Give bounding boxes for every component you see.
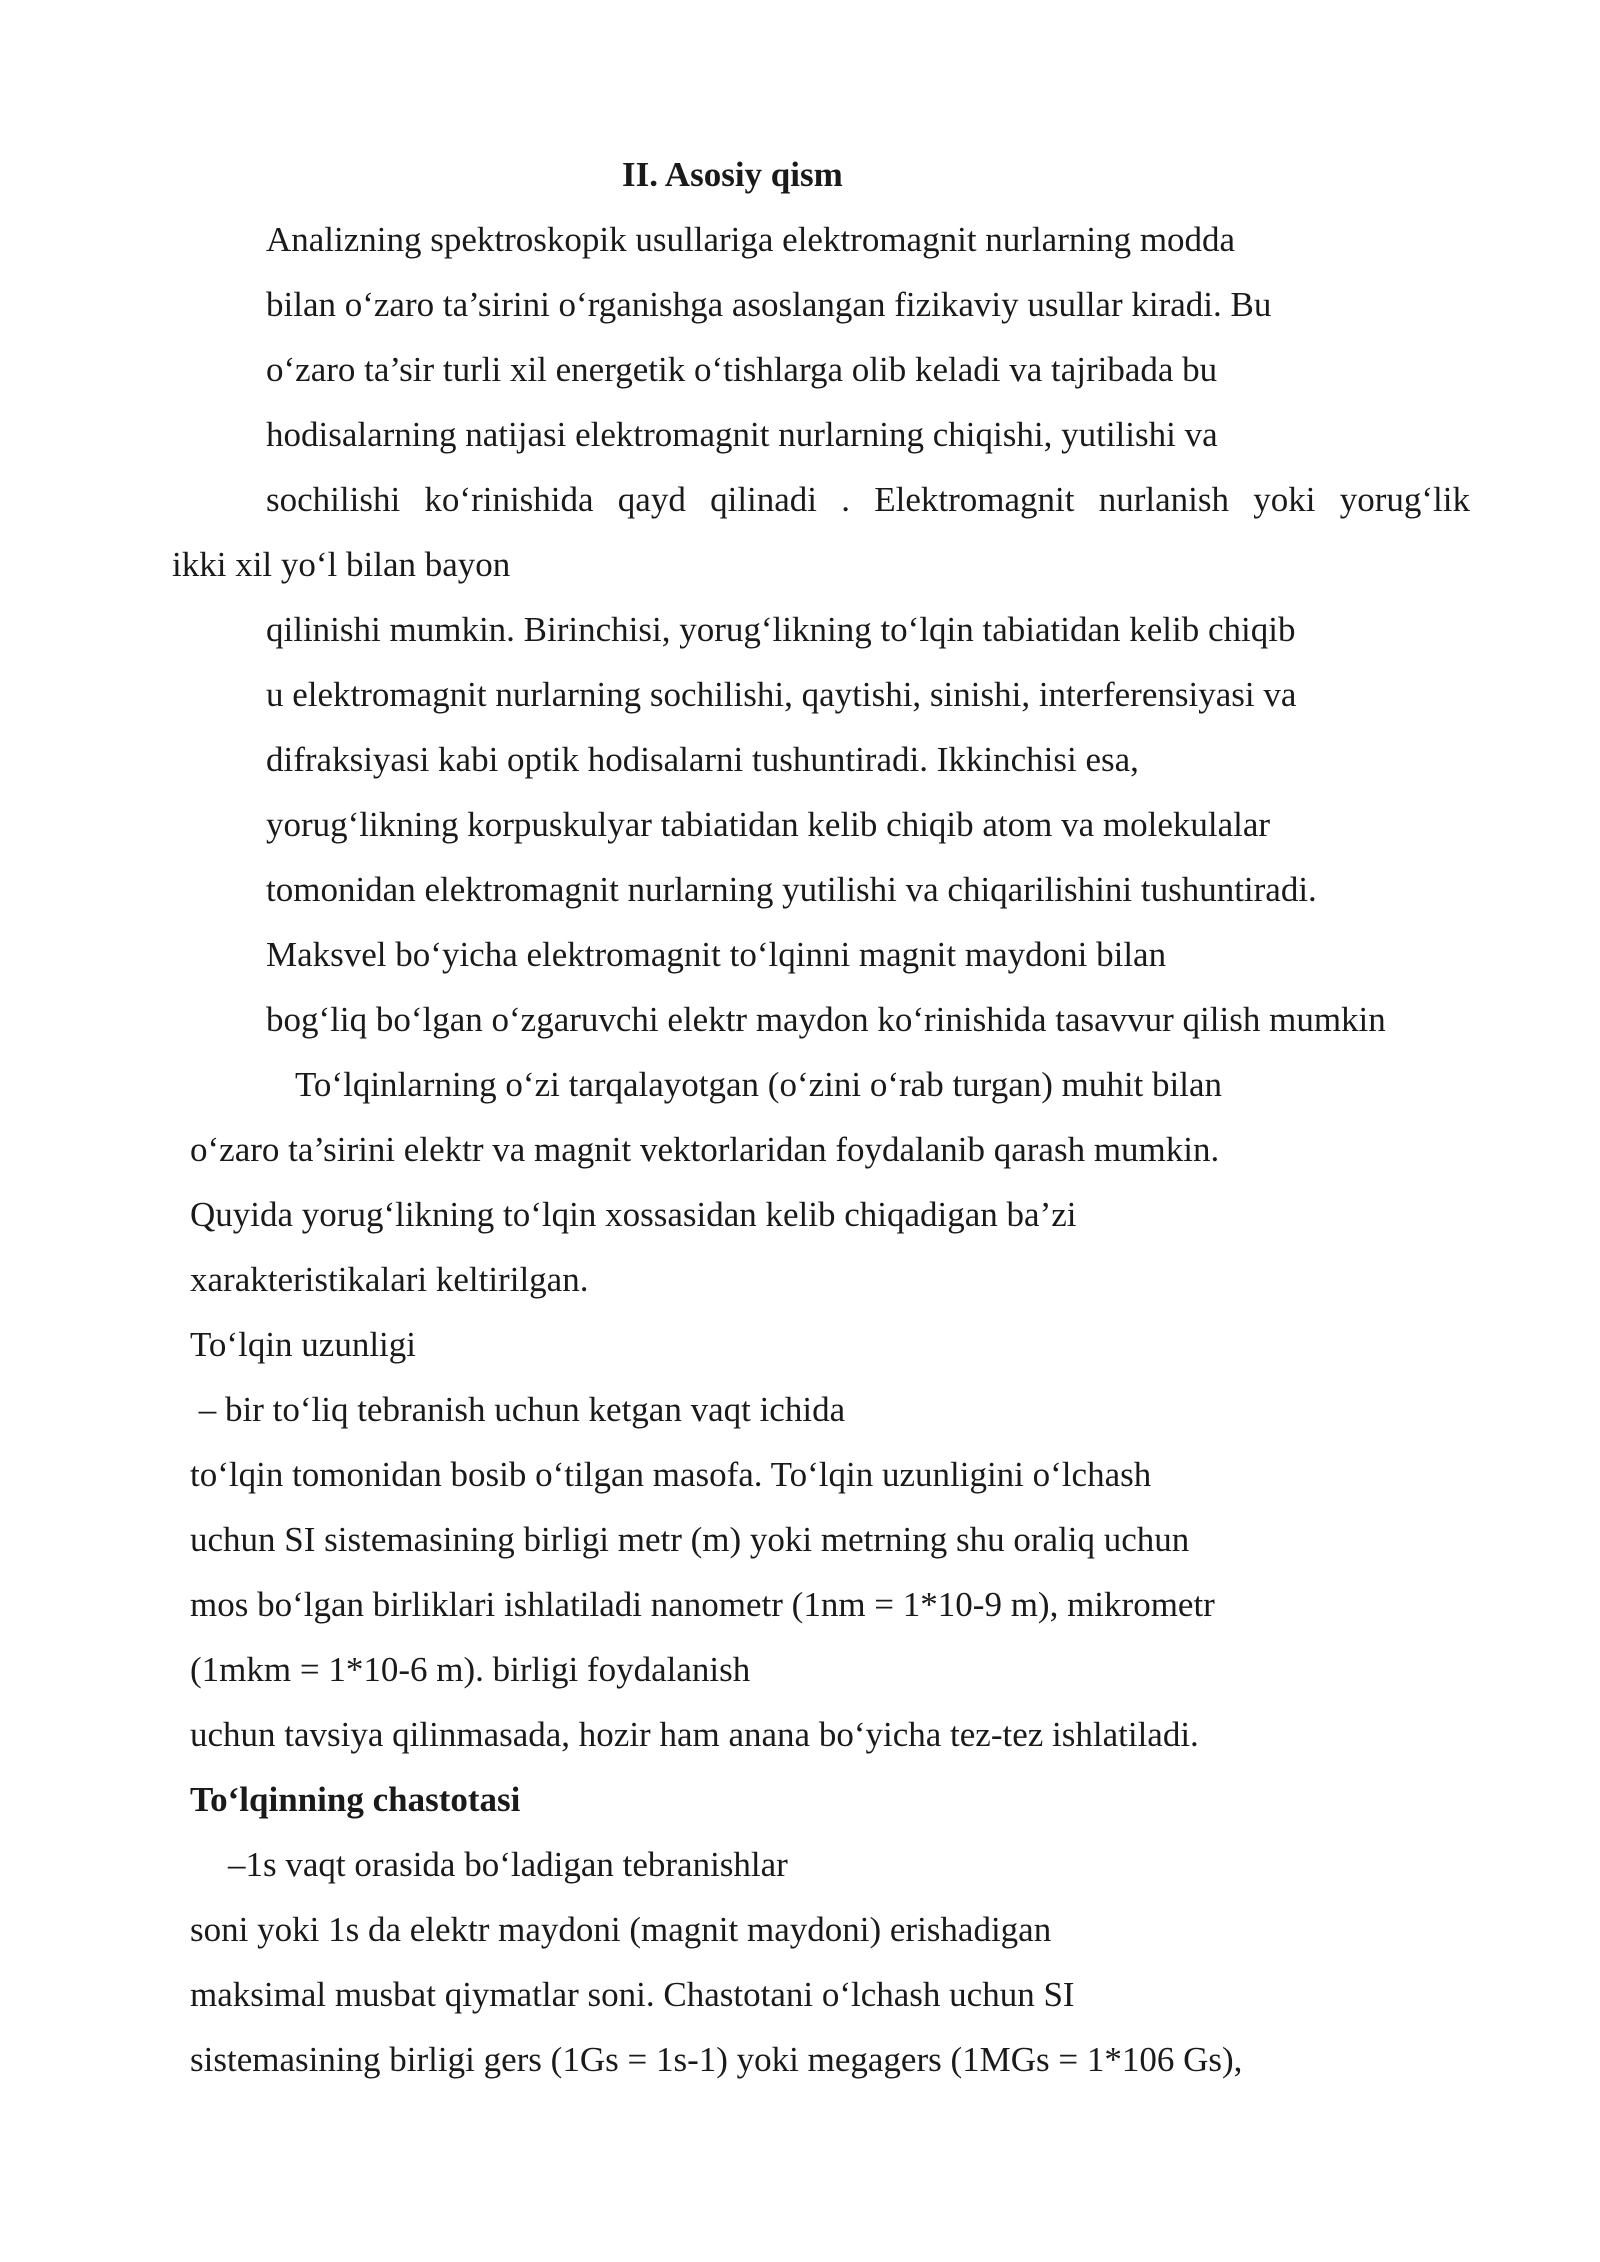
- text-line: tomonidan elektromagnit nurlarning yutilishi va chiqarilishini tushuntiradi.: [266, 870, 1317, 909]
- text-line: sochilishi ko‘rinishida qayd qilinadi . Elektromagnit nurlanish yoki yorug‘lik: [266, 480, 1470, 519]
- text-line: u elektromagnit nurlarning sochilishi, qaytishi, sinishi, interferensiyasi va: [266, 675, 1297, 714]
- text-line: bog‘liq bo‘lgan o‘zgaruvchi elektr maydon ko‘rinishida tasavvur qilish mumkin: [266, 1000, 1386, 1039]
- text-line: xarakteristikalari keltirilgan.: [190, 1260, 589, 1299]
- subheading-wavelength: To‘lqin uzunligi: [190, 1325, 416, 1364]
- text-line: soni yoki 1s da elektr maydoni (magnit maydoni) erishadigan: [190, 1910, 1052, 1949]
- text-line: sistemasining birligi gers (1Gs = 1s-1) yoki megagers (1MGs = 1*106 Gs),: [190, 2040, 1243, 2079]
- text-line: Quyida yorug‘likning to‘lqin xossasidan kelib chiqadigan ba’zi: [190, 1195, 1077, 1234]
- text-line: mos bo‘lgan birliklari ishlatiladi nanometr (1nm = 1*10-9 m), mikrometr: [190, 1585, 1215, 1624]
- text-line: bilan o‘zaro ta’sirini o‘rganishga asoslangan fizikaviy usullar kiradi. Bu: [266, 285, 1272, 324]
- text-line: o‘zaro ta’sir turli xil energetik o‘tishlarga olib keladi va tajribada bu: [266, 350, 1218, 389]
- text-line: ikki xil yo‘l bilan bayon: [172, 545, 511, 584]
- text-line: – bir to‘liq tebranish uchun ketgan vaqt ichida: [190, 1390, 846, 1429]
- text-line: uchun tavsiya qilinmasada, hozir ham anana bo‘yicha tez-tez ishlatiladi.: [190, 1715, 1199, 1754]
- text-line: difraksiyasi kabi optik hodisalarni tushuntiradi. Ikkinchisi esa,: [266, 740, 1139, 779]
- section-heading: II. Asosiy qism: [622, 155, 843, 194]
- text-line: Maksvel bo‘yicha elektromagnit to‘lqinni magnit maydoni bilan: [266, 935, 1167, 974]
- text-line: To‘lqinlarning o‘zi tarqalayotgan (o‘zini o‘rab turgan) muhit bilan: [295, 1065, 1223, 1104]
- text-line: uchun SI sistemasining birligi metr (m) yoki metrning shu oraliq uchun: [190, 1520, 1190, 1559]
- text-line: o‘zaro ta’sirini elektr va magnit vektorlaridan foydalanib qarash mumkin.: [190, 1130, 1220, 1169]
- text-line: (1mkm = 1*10-6 m). birligi foydalanish: [190, 1650, 751, 1689]
- text-line: Analizning spektroskopik usullariga elektromagnit nurlarning modda: [266, 220, 1236, 259]
- text-line: hodisalarning natijasi elektromagnit nurlarning chiqishi, yutilishi va: [266, 415, 1218, 454]
- text-line: qilinishi mumkin. Birinchisi, yorug‘likning to‘lqin tabiatidan kelib chiqib: [266, 610, 1296, 649]
- text-line: maksimal musbat qiymatlar soni. Chastotani o‘lchash uchun SI: [190, 1975, 1075, 2014]
- text-line: –1s vaqt orasida bo‘ladigan tebranishlar: [228, 1845, 788, 1884]
- subheading-frequency: To‘lqinning chastotasi: [190, 1780, 521, 1819]
- text-line: to‘lqin tomonidan bosib o‘tilgan masofa. To‘lqin uzunligini o‘lchash: [190, 1455, 1152, 1494]
- text-line: yorug‘likning korpuskulyar tabiatidan kelib chiqib atom va molekulalar: [266, 805, 1271, 844]
